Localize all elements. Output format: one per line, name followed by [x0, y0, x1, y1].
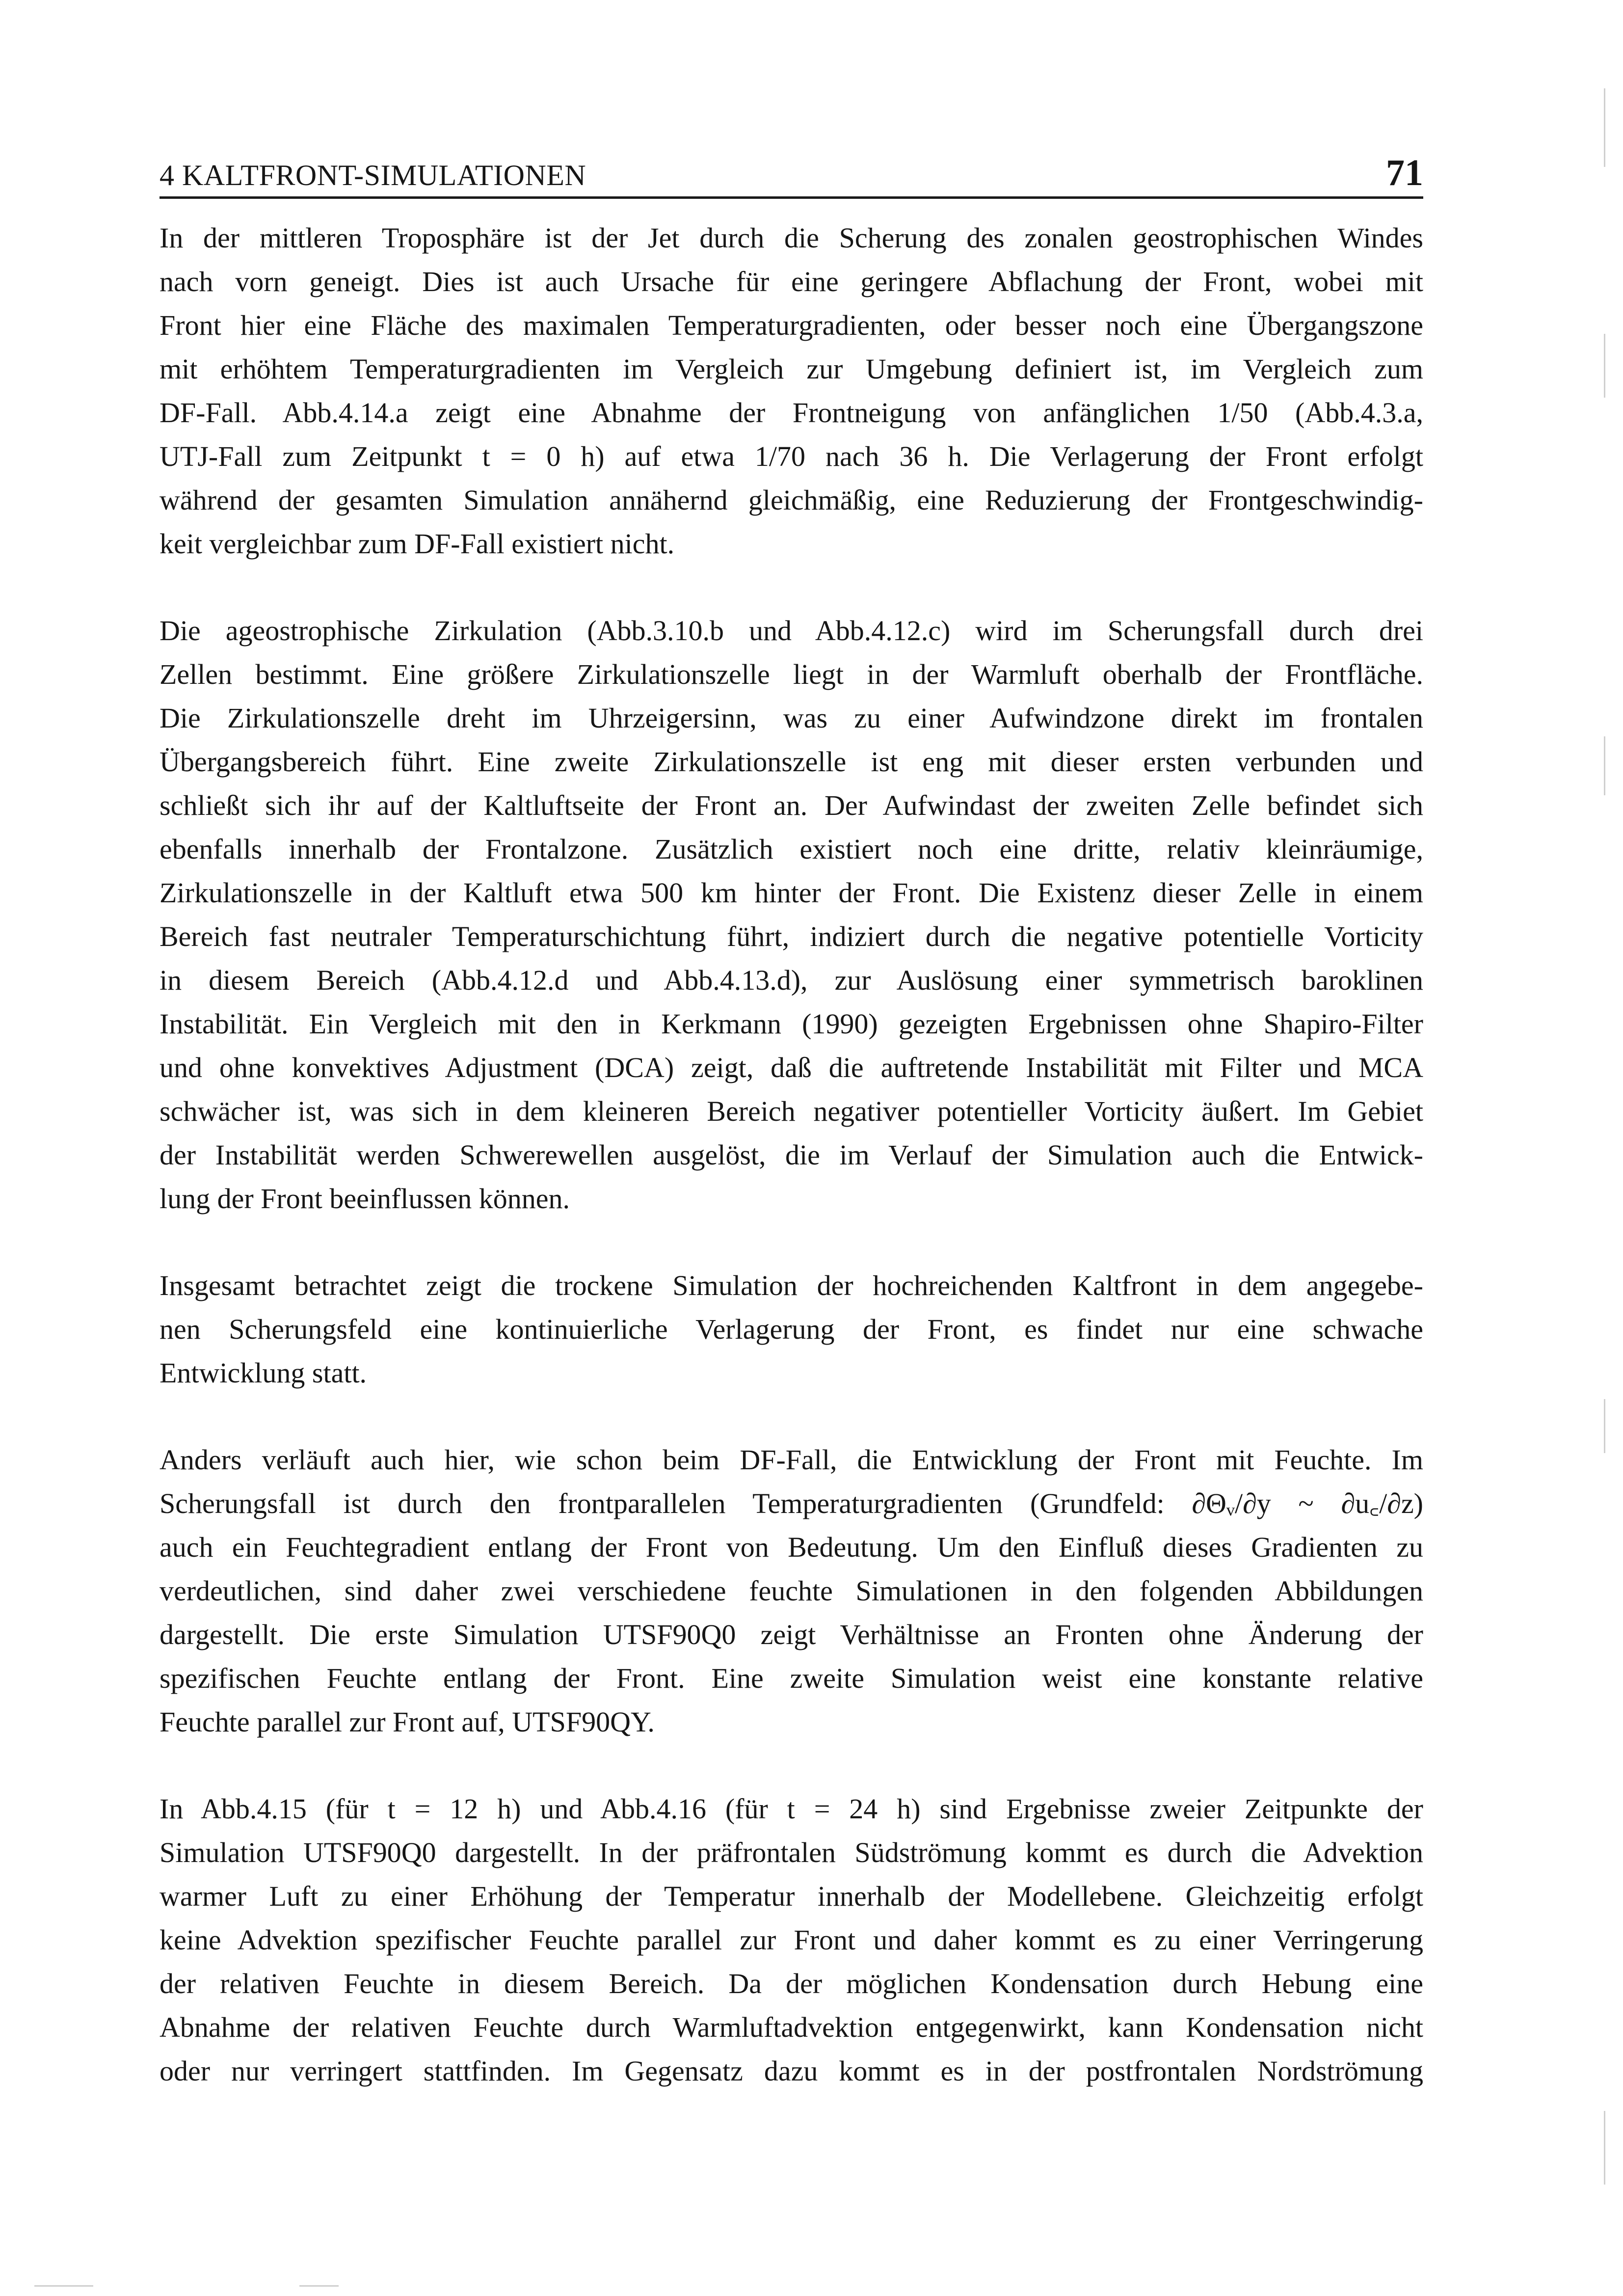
text-line: Instabilität. Ein Vergleich mit den in Kerkmann (1990) gezeigten Ergebnissen ohne Shapiro-Filter: [160, 1008, 1423, 1040]
text-line: Entwicklung statt.: [160, 1357, 367, 1389]
text-line: Front hier eine Fläche des maximalen Temperaturgradienten, oder besser noch eine Übergangszone: [160, 309, 1423, 341]
scan-bottom-mark: [299, 2285, 339, 2287]
text-line: Übergangsbereich führt. Eine zweite Zirkulationszelle ist eng mit dieser ersten verbunden und: [160, 746, 1423, 778]
text-line: und ohne konvektives Adjustment (DCA) zeigt, daß die auftretende Instabilität mit Filter und MCA: [160, 1052, 1423, 1083]
text-line: Scherungsfall ist durch den frontparallelen Temperaturgradienten (Grundfeld: ∂Θᵥ/∂y ~ ∂u꜀/∂z): [160, 1487, 1423, 1519]
text-line: verdeutlichen, sind daher zwei verschiedene feuchte Simulationen in den folgenden Abbildungen: [160, 1575, 1423, 1607]
text-line: nen Scherungsfeld eine kontinuierliche Verlagerung der Front, es findet nur eine schwache: [160, 1313, 1423, 1345]
scan-margin-mark: [1604, 736, 1605, 795]
text-line: spezifischen Feuchte entlang der Front. Eine zweite Simulation weist eine konstante relative: [160, 1662, 1423, 1694]
text-line: In Abb.4.15 (für t = 12 h) und Abb.4.16 (für t = 24 h) sind Ergebnisse zweier Zeitpunkte der: [160, 1793, 1423, 1825]
running-header: [160, 147, 1423, 199]
scan-margin-mark: [1604, 88, 1605, 167]
text-line: Die ageostrophische Zirkulation (Abb.3.10.b und Abb.4.12.c) wird im Scherungsfall durch drei: [160, 615, 1423, 647]
text-line: schließt sich ihr auf der Kaltluftseite der Front an. Der Aufwindast der zweiten Zelle befindet sich: [160, 789, 1423, 821]
scan-margin-mark: [1604, 1399, 1605, 1453]
text-line: dargestellt. Die erste Simulation UTSF90Q0 zeigt Verhältnisse an Fronten ohne Änderung der: [160, 1619, 1423, 1650]
chapter-title: 4 KALTFRONT-SIMULATIONEN: [160, 159, 586, 191]
text-line: DF-Fall. Abb.4.14.a zeigt eine Abnahme der Frontneigung von anfänglichen 1/50 (Abb.4.3.a,: [160, 397, 1423, 429]
text-line: Zirkulationszelle in der Kaltluft etwa 500 km hinter der Front. Die Existenz dieser Zelle in einem: [160, 877, 1423, 909]
page-number: 71: [1386, 152, 1423, 193]
text-line: mit erhöhtem Temperaturgradienten im Vergleich zur Umgebung definiert ist, im Vergleich zum: [160, 353, 1423, 385]
scan-margin-mark: [1604, 2111, 1605, 2185]
text-line: keine Advektion spezifischer Feuchte parallel zur Front und daher kommt es zu einer Verringerung: [160, 1924, 1423, 1956]
text-line: Feuchte parallel zur Front auf, UTSF90QY.: [160, 1706, 655, 1738]
text-line: nach vorn geneigt. Dies ist auch Ursache für eine geringere Abflachung der Front, wobei mit: [160, 266, 1423, 297]
text-line: ebenfalls innerhalb der Frontalzone. Zusätzlich existiert noch eine dritte, relativ kleinräumige,: [160, 833, 1423, 865]
text-line: während der gesamten Simulation annähernd gleichmäßig, eine Reduzierung der Frontgeschwindig-: [160, 484, 1423, 516]
text-line: UTJ-Fall zum Zeitpunkt t = 0 h) auf etwa 1/70 nach 36 h. Die Verlagerung der Front erfolgt: [160, 440, 1423, 472]
paragraph-front-slope: [160, 216, 1423, 566]
paragraph-ageostrophic-circulation: [160, 609, 1423, 1220]
scan-bottom-mark: [34, 2285, 93, 2287]
text-line: in diesem Bereich (Abb.4.12.d und Abb.4.13.d), zur Auslösung einer symmetrisch baroklinen: [160, 964, 1423, 996]
text-line: schwächer ist, was sich in dem kleineren Bereich negativer potentieller Vorticity äußert. Im Gebiet: [160, 1095, 1423, 1127]
text-line: der Instabilität werden Schwerewellen ausgelöst, die im Verlauf der Simulation auch die Entwick-: [160, 1139, 1423, 1171]
text-line: Bereich fast neutraler Temperaturschichtung führt, indiziert durch die negative potentielle Vorticity: [160, 920, 1423, 952]
text-line: Simulation UTSF90Q0 dargestellt. In der präfrontalen Südströmung kommt es durch die Advektion: [160, 1837, 1423, 1868]
paragraph-moisture-simulations: [160, 1438, 1423, 1744]
text-line: Anders verläuft auch hier, wie schon beim DF-Fall, die Entwicklung der Front mit Feuchte. Im: [160, 1444, 1423, 1476]
body-text: [160, 216, 1423, 2136]
text-line: In der mittleren Troposphäre ist der Jet durch die Scherung des zonalen geostrophischen Windes: [160, 222, 1423, 254]
text-line: auch ein Feuchtegradient entlang der Front von Bedeutung. Um den Einfluß dieses Gradienten zu: [160, 1531, 1423, 1563]
paragraph-summary: [160, 1264, 1423, 1395]
scan-margin-mark: [1604, 334, 1605, 398]
paragraph-utsf90q0-results: [160, 1787, 1423, 2093]
text-line: oder nur verringert stattfinden. Im Gegensatz dazu kommt es in der postfrontalen Nordströmung: [160, 2055, 1423, 2087]
text-line: Abnahme der relativen Feuchte durch Warmluftadvektion entgegenwirkt, kann Kondensation nicht: [160, 2011, 1423, 2043]
text-line: Die Zirkulationszelle dreht im Uhrzeigersinn, was zu einer Aufwindzone direkt im frontalen: [160, 702, 1423, 734]
text-line: Zellen bestimmt. Eine größere Zirkulationszelle liegt in der Warmluft oberhalb der Frontfläche.: [160, 658, 1423, 690]
text-line: Insgesamt betrachtet zeigt die trockene Simulation der hochreichenden Kaltfront in dem angegebe-: [160, 1270, 1423, 1301]
text-line: der relativen Feuchte in diesem Bereich. Da der möglichen Kondensation durch Hebung eine: [160, 1968, 1423, 1999]
text-line: warmer Luft zu einer Erhöhung der Temperatur innerhalb der Modellebene. Gleichzeitig erfolgt: [160, 1880, 1423, 1912]
text-line: keit vergleichbar zum DF-Fall existiert nicht.: [160, 528, 675, 560]
text-line: lung der Front beeinflussen können.: [160, 1183, 570, 1215]
